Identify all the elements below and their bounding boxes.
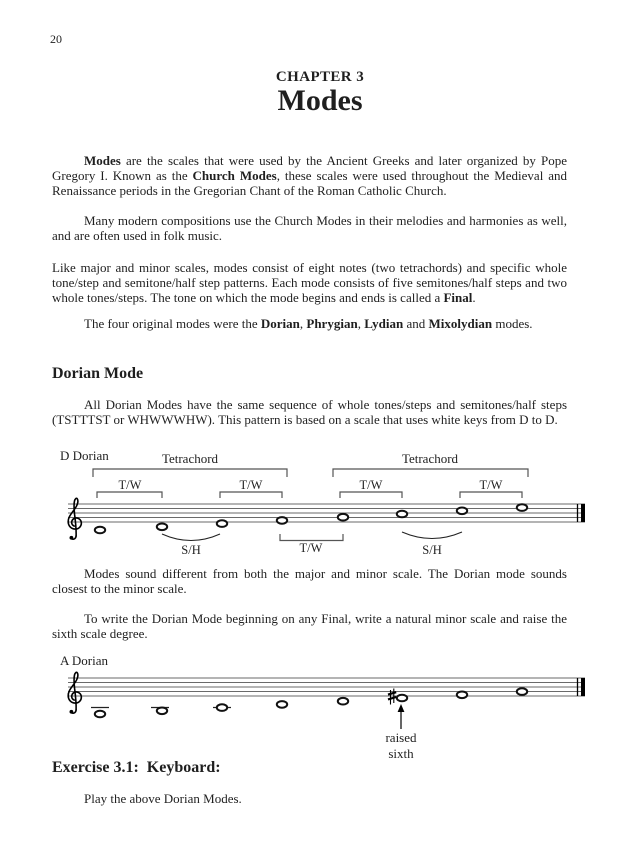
whole-note-b3	[157, 708, 167, 715]
intro-paragraph-4	[52, 316, 567, 331]
whole-note-g4	[277, 517, 287, 524]
bold-final: Final	[443, 290, 473, 305]
whole-note-d4	[95, 527, 105, 534]
whole-notes	[95, 688, 527, 717]
raised-label: raised	[385, 730, 417, 745]
a-dorian-staff-figure	[52, 650, 597, 762]
whole-note-e4	[338, 698, 348, 705]
treble-clef-icon	[68, 672, 81, 713]
tetrachord-label-1: Tetrachord	[161, 451, 219, 466]
tw-label-2: T/W	[239, 478, 263, 492]
bold-church-modes: Church Modes	[192, 168, 277, 183]
tw-bracket-2	[220, 492, 282, 498]
sh-slur-1	[162, 534, 220, 541]
intro-paragraph-1	[52, 153, 567, 198]
whole-note-c5	[457, 508, 467, 515]
raised-sixth-annotation	[385, 704, 417, 761]
sh-slur-2	[402, 532, 462, 539]
intro-p4-text5: modes.	[492, 316, 533, 331]
d-dorian-label: D Dorian	[60, 448, 109, 463]
whole-note-a4	[338, 514, 348, 521]
intro-paragraph-2: Many modern compositions use the Church Modes in their melodies and harmonies as well, and are often used in folk music.	[52, 213, 567, 243]
treble-clef-icon	[68, 498, 81, 539]
dorian-paragraph-3: To write the Dorian Mode beginning on any Final, write a natural minor scale and raise the sixth scale degree.	[52, 611, 567, 641]
tetrachord-bracket-1	[93, 469, 287, 477]
intro-p3-text1: Like major and minor scales, modes consist of eight notes (two tetrachords) and specific whole tone/step and semitone/half step patterns. Each mode consists of five semitones/half steps and two whole tones/steps. The tone on which the mode begins and ends is called a	[52, 260, 567, 305]
intro-p1-text2: , these scales were used throughout the Medieval and Renaissance periods in the Gregorian Chant of the Roman Catholic Church.	[52, 168, 568, 198]
intro-p4-text1: The four original modes were the	[84, 316, 261, 331]
exercise-instruction: Play the above Dorian Modes.	[84, 791, 242, 806]
whole-note-b4	[397, 511, 407, 518]
whole-note-d5	[517, 504, 527, 511]
whole-note-f-sharp-4	[397, 695, 407, 702]
tetrachord-label-2: Tetrachord	[401, 451, 459, 466]
tw-bracket-4	[460, 492, 522, 498]
dorian-paragraph-2: Modes sound different from both the major and minor scale. The Dorian mode sounds closest to the minor scale.	[52, 566, 567, 596]
sixth-label: sixth	[388, 746, 414, 761]
arrow-up-icon	[398, 704, 405, 712]
tw-label-3: T/W	[359, 478, 383, 492]
tw-bracket-3	[340, 492, 402, 498]
d-dorian-staff-figure	[52, 444, 597, 564]
sh-label-1: S/H	[181, 543, 201, 557]
whole-note-f4	[217, 520, 227, 527]
whole-note-a3	[95, 711, 105, 718]
intro-paragraph-3	[52, 260, 567, 305]
dorian-mode-heading: Dorian Mode	[52, 365, 144, 382]
tw-label-1: T/W	[118, 478, 142, 492]
intro-p3-text2: .	[472, 290, 476, 305]
final-barline-thick	[581, 678, 585, 696]
dorian-paragraph-1: All Dorian Modes have the same sequence of whole tones/steps and semitones/half steps (TSTTTST or WHWWWHW). This pattern is based on a scale that uses white keys from D to D.	[52, 397, 567, 427]
tw-label-below: T/W	[299, 541, 323, 555]
exercise-heading: Exercise 3.1: Keyboard:	[52, 759, 221, 776]
final-barline-thick	[581, 504, 585, 522]
staff-lines	[68, 678, 585, 696]
a-dorian-label: A Dorian	[60, 653, 109, 668]
bold-lydian: Lydian	[364, 316, 404, 331]
intro-p4-sep1: ,	[299, 316, 307, 331]
whole-note-g4	[457, 692, 467, 699]
tw-label-4: T/W	[479, 478, 503, 492]
whole-note-d4	[277, 701, 287, 708]
staff-lines	[68, 504, 585, 522]
bold-phrygian: Phrygian	[306, 316, 358, 331]
sh-label-2: S/H	[422, 543, 442, 557]
chapter-title: Modes	[277, 84, 363, 117]
tetrachord-bracket-2	[333, 469, 528, 477]
tw-bracket-below	[280, 534, 343, 541]
whole-note-e4	[157, 524, 167, 531]
whole-note-a4	[517, 688, 527, 695]
chapter-kicker: CHAPTER 3	[275, 69, 365, 85]
intro-p4-sep3: and	[403, 316, 429, 331]
page-number: 20	[50, 32, 62, 46]
intro-p4-sep2: ,	[357, 316, 365, 331]
intro-p1-text1: are the scales that were used by the Ancient Greeks and later organized by Pope Gregory I. Known as the	[52, 153, 567, 183]
bold-dorian: Dorian	[260, 316, 300, 331]
tw-bracket-1	[97, 492, 162, 498]
whole-note-c4	[217, 704, 227, 711]
bold-modes: Modes	[84, 153, 121, 168]
bold-mixolydian: Mixolydian	[428, 316, 493, 331]
